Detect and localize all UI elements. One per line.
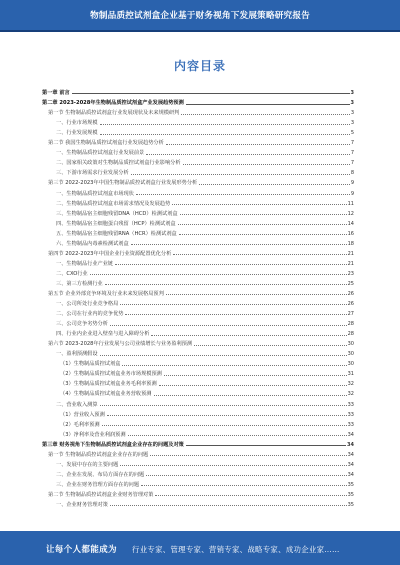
toc-entry[interactable]	[42, 156, 354, 166]
toc-leader-dots	[141, 485, 347, 486]
toc-page-number: 33	[347, 421, 354, 428]
toc-entry-text: 二、企业在发展、布局方面存在的问题	[56, 471, 145, 478]
toc-leader-dots	[151, 335, 346, 336]
toc-leader-dots	[100, 124, 350, 125]
toc-entry-text: 第一节 生物制品质控试剂盒行业发展现状及未来规模研判	[48, 110, 180, 117]
toc-page-number: 30	[347, 351, 354, 358]
toc-entry[interactable]	[42, 397, 354, 407]
toc-entry[interactable]	[42, 287, 354, 297]
toc-leader-dots	[172, 204, 346, 205]
toc-entry-text: 一、发展中存在的主要问题	[56, 461, 119, 468]
table-of-contents	[42, 86, 354, 508]
toc-page-number: 32	[347, 381, 354, 388]
toc-leader-dots	[100, 405, 347, 406]
toc-page-number: 30	[347, 341, 354, 348]
toc-entry[interactable]	[42, 428, 354, 438]
toc-entry-text: 二、CXO行业	[56, 270, 88, 277]
toc-entry-text: （3）生物制品质控试剂盒业务毛利率预测	[60, 381, 157, 388]
toc-leader-dots	[120, 465, 346, 466]
toc-page-number: 35	[347, 481, 354, 488]
toc-entry[interactable]	[42, 347, 354, 357]
toc-leader-dots	[100, 134, 350, 135]
toc-leader-dots	[159, 385, 347, 386]
page-footer-bar	[0, 531, 400, 565]
toc-leader-dots	[125, 314, 346, 315]
toc-entry[interactable]	[42, 86, 354, 96]
toc-entry-text: 第三章 财务视角下生物制品质控试剂盒企业存在的问题及对策	[42, 441, 184, 448]
toc-entry-text: 二、行业发展规模	[56, 130, 98, 137]
toc-entry[interactable]	[42, 166, 354, 176]
toc-leader-dots	[90, 274, 347, 275]
toc-page-number: 30	[347, 361, 354, 368]
toc-leader-dots	[154, 395, 347, 396]
toc-entry-text: 一、企业财务管理对策	[56, 501, 108, 508]
toc-entry[interactable]	[42, 498, 354, 508]
toc-entry-text: （1）生物制品质控试剂盒	[60, 361, 121, 368]
toc-leader-dots	[150, 455, 346, 456]
toc-leader-dots	[166, 294, 347, 295]
toc-leader-dots	[120, 304, 346, 305]
toc-entry[interactable]	[42, 327, 354, 337]
toc-leader-dots	[122, 365, 346, 366]
toc-entry[interactable]	[42, 367, 354, 377]
toc-entry[interactable]	[42, 227, 354, 237]
toc-leader-dots	[155, 495, 346, 496]
toc-leader-dots	[105, 284, 347, 285]
toc-entry-text: 三、公司竞争劣势分析	[56, 321, 108, 328]
toc-page-number: 7	[350, 160, 354, 167]
toc-page-number: 35	[347, 491, 354, 498]
toc-entry-text: 第一节 生物制品质控试剂盒企业存在的问题	[48, 451, 149, 458]
toc-page-number: 34	[347, 461, 354, 468]
toc-entry-text: 一、生物制品质控试剂盒市场现状	[56, 190, 134, 197]
toc-entry-text: 五、生物制品宿主细胞残留RNA（HCR）检测试剂盒	[56, 230, 177, 237]
toc-leader-dots	[107, 415, 347, 416]
toc-entry-text: 第三节 2022-2023年中国生物制品质控试剂盒行业发展形势分析	[48, 180, 198, 187]
toc-leader-dots	[146, 475, 346, 476]
toc-entry-text: 一、生物制品行业产业链	[56, 260, 114, 267]
toc-entry[interactable]	[42, 96, 354, 106]
toc-entry-text: 第五节 企业外部竞争环境及行业未来发展格局预判	[48, 290, 164, 297]
toc-entry[interactable]	[42, 237, 354, 247]
toc-page-number: 25	[347, 280, 354, 287]
toc-entry-text: 三、企业在财务管理方面存在的问题	[56, 481, 140, 488]
toc-page-number: 12	[347, 210, 354, 217]
header-stripe	[0, 30, 400, 32]
toc-page-number: 3	[350, 90, 354, 97]
footer-tagline: 行业专家、管理专家、营销专家、战略专家、成功企业家……	[132, 545, 340, 554]
toc-page-number: 34	[347, 441, 354, 448]
toc-leader-dots	[131, 174, 350, 175]
toc-page-number: 34	[347, 451, 354, 458]
toc-entry[interactable]	[42, 337, 354, 347]
toc-entry-text: 三、下游市场需求行业发展分析	[56, 170, 129, 177]
toc-heading: 内容目录	[173, 59, 226, 73]
toc-leader-dots	[136, 194, 350, 195]
report-title: 物制品质控试剂盒企业基于财务视角下发展策略研究报告	[90, 11, 310, 21]
toc-entry[interactable]	[42, 146, 354, 156]
toc-entry[interactable]	[42, 438, 354, 448]
toc-entry-text: 二、生物制品质控试剂盒市场需求情况及发展趋势	[56, 200, 171, 207]
toc-page-number: 3	[350, 110, 354, 117]
toc-page-number: 9	[350, 180, 354, 187]
toc-page-number: 5	[350, 130, 354, 137]
toc-entry[interactable]	[42, 458, 354, 468]
toc-page-number: 28	[347, 331, 354, 338]
toc-leader-dots	[128, 435, 347, 436]
toc-page-number: 9	[350, 190, 354, 197]
toc-entry[interactable]	[42, 257, 354, 267]
toc-entry-text: 第二章 2023-2028年生物制品质控试剂盒产业发展趋势预测	[42, 100, 184, 107]
toc-leader-dots	[199, 184, 350, 185]
toc-page-number: 34	[347, 431, 354, 438]
toc-entry[interactable]	[42, 408, 354, 418]
toc-entry[interactable]	[42, 277, 354, 287]
toc-page-number: 21	[347, 260, 354, 267]
toc-entry[interactable]	[42, 377, 354, 387]
toc-entry-text: 第二节 生物制品质控试剂盒企业财务管理对策	[48, 491, 154, 498]
toc-page-number: 31	[347, 371, 354, 378]
toc-leader-dots	[186, 104, 350, 105]
toc-leader-dots	[166, 144, 350, 145]
toc-page-number: 8	[350, 170, 354, 177]
toc-entry-text: 第四节 2022-2023年中国企业行业资源配置优化分析	[48, 250, 172, 257]
toc-entry[interactable]	[42, 176, 354, 186]
toc-entry[interactable]	[42, 387, 354, 397]
toc-page-number: 7	[350, 150, 354, 157]
toc-entry-text: 六、生物制品内毒素检测试剂盒	[56, 240, 129, 247]
toc-page-number: 21	[347, 250, 354, 257]
page-header-bar	[0, 0, 400, 32]
toc-leader-dots	[131, 244, 347, 245]
toc-page-number: 18	[347, 240, 354, 247]
toc-leader-dots	[181, 114, 349, 115]
toc-entry-text: （1）营业收入预测	[60, 411, 105, 418]
toc-leader-dots	[179, 234, 347, 235]
toc-entry-text: 一、盈利预测假设	[56, 351, 98, 358]
toc-page-number: 32	[347, 391, 354, 398]
toc-entry[interactable]	[42, 126, 354, 136]
toc-entry[interactable]	[42, 186, 354, 196]
toc-entry[interactable]	[42, 197, 354, 207]
toc-page-number: 16	[347, 230, 354, 237]
toc-leader-dots	[180, 214, 347, 215]
toc-leader-dots	[178, 224, 347, 225]
toc-leader-dots	[110, 505, 347, 506]
toc-page-number: 3	[350, 100, 354, 107]
toc-leader-dots	[110, 325, 347, 326]
toc-entry[interactable]	[42, 448, 354, 458]
toc-entry[interactable]	[42, 106, 354, 116]
toc-entry-text: 二、国家相关政策对生物制品质控试剂盒行业影响分析	[56, 160, 181, 167]
toc-page-number: 3	[350, 120, 354, 127]
toc-entry-text: 二、营业收入测算	[56, 401, 98, 408]
toc-entry[interactable]	[42, 217, 354, 227]
toc-entry-text: （2）生物制品质控试剂盒业务市场规模预测	[60, 371, 162, 378]
toc-leader-dots	[100, 355, 347, 356]
toc-page-number: 33	[347, 411, 354, 418]
toc-entry-text: （2）毛利率预测	[60, 421, 100, 428]
toc-entry-text: 第二节 我国生物制品质控试剂盒行业发展趋势分析	[48, 140, 164, 147]
toc-entry[interactable]	[42, 418, 354, 428]
toc-page-number: 27	[347, 311, 354, 318]
toc-leader-dots	[173, 254, 346, 255]
toc-entry-text: 四、生物制品宿主细胞蛋白残留（HCP）检测试剂盒	[56, 220, 176, 227]
toc-entry-text: 第六节 2023-2028年行业发展与公司业绩增长与业务盈利预测	[48, 341, 193, 348]
toc-page-number: 26	[347, 301, 354, 308]
toc-entry-text: 一、行业市场规模	[56, 120, 98, 127]
toc-entry-text: 一、生物制品质控试剂盒行业发展前景	[56, 150, 145, 157]
toc-leader-dots	[146, 154, 350, 155]
toc-entry-text: （4）生物制品质控试剂盒业务营收预测	[60, 391, 152, 398]
toc-page-number: 35	[347, 501, 354, 508]
toc-entry-text: 二、公司在行业内的竞争优势	[56, 311, 124, 318]
toc-leader-dots	[72, 93, 350, 94]
toc-leader-dots	[186, 445, 346, 446]
toc-page-number: 34	[347, 471, 354, 478]
toc-page-number: 14	[347, 220, 354, 227]
toc-entry[interactable]	[42, 307, 354, 317]
toc-page-number: 11	[347, 200, 354, 207]
toc-entry[interactable]	[42, 267, 354, 277]
toc-page-number: 28	[347, 321, 354, 328]
toc-entry[interactable]	[42, 317, 354, 327]
toc-page-number: 23	[347, 270, 354, 277]
toc-entry[interactable]	[42, 207, 354, 217]
toc-leader-dots	[183, 164, 350, 165]
toc-page-number: 33	[347, 401, 354, 408]
toc-page-number: 7	[350, 140, 354, 147]
toc-entry[interactable]	[42, 136, 354, 146]
toc-entry-text: 三、生物制品宿主细胞残留DNA（HCD）检测试剂盒	[56, 210, 178, 217]
toc-entry[interactable]	[42, 247, 354, 257]
toc-entry[interactable]	[42, 357, 354, 367]
toc-entry[interactable]	[42, 297, 354, 307]
toc-entry[interactable]	[42, 116, 354, 126]
toc-entry[interactable]	[42, 478, 354, 488]
toc-page-number: 26	[347, 290, 354, 297]
toc-leader-dots	[102, 425, 347, 426]
toc-entry-text: 一、公司所处行业竞争格局	[56, 301, 119, 308]
toc-leader-dots	[164, 375, 347, 376]
toc-entry-text: 四、行业内企业进入壁垒与进入障碍分析	[56, 331, 150, 338]
toc-entry-text: 三、第三方检测行业	[56, 280, 103, 287]
toc-entry[interactable]	[42, 488, 354, 498]
toc-entry-text: （3）净利率及营业利润预测	[60, 431, 126, 438]
footer-slogan: 让每个人都能成为	[46, 544, 117, 554]
toc-leader-dots	[194, 345, 347, 346]
toc-entry[interactable]	[42, 468, 354, 478]
toc-leader-dots	[115, 264, 347, 265]
toc-entry-text: 第一章 前言	[42, 90, 70, 97]
